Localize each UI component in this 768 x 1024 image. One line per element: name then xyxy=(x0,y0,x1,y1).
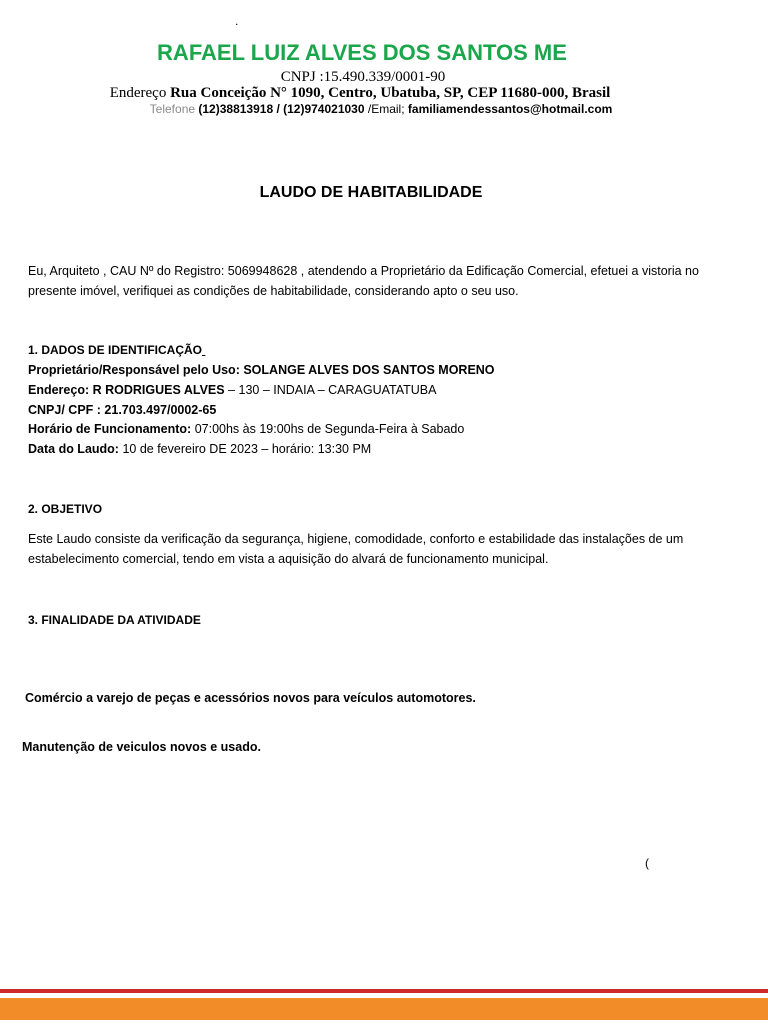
company-cnpj: CNPJ :15.490.339/0001-90 xyxy=(280,69,446,85)
date-label: Data do Laudo: xyxy=(28,442,119,456)
purpose-heading: 3. FINALIDADE DA ATIVIDADE xyxy=(28,613,201,627)
phone-label: Telefone xyxy=(149,102,196,116)
address-label: Endereço xyxy=(109,85,167,101)
address-value: Rua Conceição N° 1090, Centro, Ubatuba, SP, CEP 11680-000, Brasil xyxy=(170,85,611,101)
address-field-street: R RODRIGUES ALVES xyxy=(92,383,225,397)
email-label: /Email; xyxy=(367,102,405,116)
company-address xyxy=(0,85,720,102)
company-contact xyxy=(0,102,762,116)
heading-underline-space xyxy=(202,343,205,357)
hours-field xyxy=(28,422,464,436)
address-field-label: Endereço: xyxy=(28,383,90,397)
footer-red-rule xyxy=(0,989,768,993)
address-field xyxy=(28,383,436,397)
objective-paragraph: Este Laudo consiste da verificação da segurança, higiene, comodidade, conforto e estabilidade das instalações de um estabelecimento comercial, tendo em vista a aquisição do alvará de funcionamento municipal. xyxy=(28,532,684,566)
stray-parenthesis: ( xyxy=(645,856,649,870)
hours-value: 07:00hs às 19:00hs de Segunda-Feira à Sabado xyxy=(194,422,465,436)
hours-label: Horário de Funcionamento: xyxy=(28,422,192,436)
activity-item: Manutenção de veiculos novos e usado. xyxy=(22,740,261,754)
email-address: familiamendessantos@hotmail.com xyxy=(407,102,613,116)
date-value: 10 de fevereiro DE 2023 – horário: 13:30 PM xyxy=(122,442,372,456)
owner-value: SOLANGE ALVES DOS SANTOS MORENO xyxy=(243,363,495,377)
cnpj-field xyxy=(28,403,216,417)
owner-label: Proprietário/Responsável pelo Uso: xyxy=(28,363,240,377)
cnpj-field-value: 21.703.497/0002-65 xyxy=(104,403,217,417)
activity-item: Comércio a varejo de peças e acessórios novos para veículos automotores. xyxy=(25,691,476,705)
phone-numbers: (12)38813918 / (12)974021030 xyxy=(198,102,365,116)
identification-heading xyxy=(28,343,205,357)
intro-paragraph: Eu, Arquiteto , CAU Nº do Registro: 5069948628 , atendendo a Proprietário da Edificação Comercial, efetuei a vistoria no presente imóvel, verifiquei as condições de habitabilidade, considerando apto o seu uso. xyxy=(28,264,699,298)
footer-orange-band xyxy=(0,998,768,1020)
document-title: LAUDO DE HABITABILIDADE xyxy=(259,184,483,201)
objective-heading: 2. OBJETIVO xyxy=(28,502,103,516)
company-name: RAFAEL LUIZ ALVES DOS SANTOS ME xyxy=(157,40,567,65)
header-dot: . xyxy=(235,14,239,28)
identification-heading-text: 1. DADOS DE IDENTIFICAÇÃO xyxy=(28,343,203,357)
owner-field xyxy=(28,363,495,377)
date-field xyxy=(28,442,371,456)
cnpj-field-label: CNPJ/ CPF : xyxy=(28,403,101,417)
address-field-rest: – 130 – INDAIA – CARAGUATATUBA xyxy=(224,383,437,397)
